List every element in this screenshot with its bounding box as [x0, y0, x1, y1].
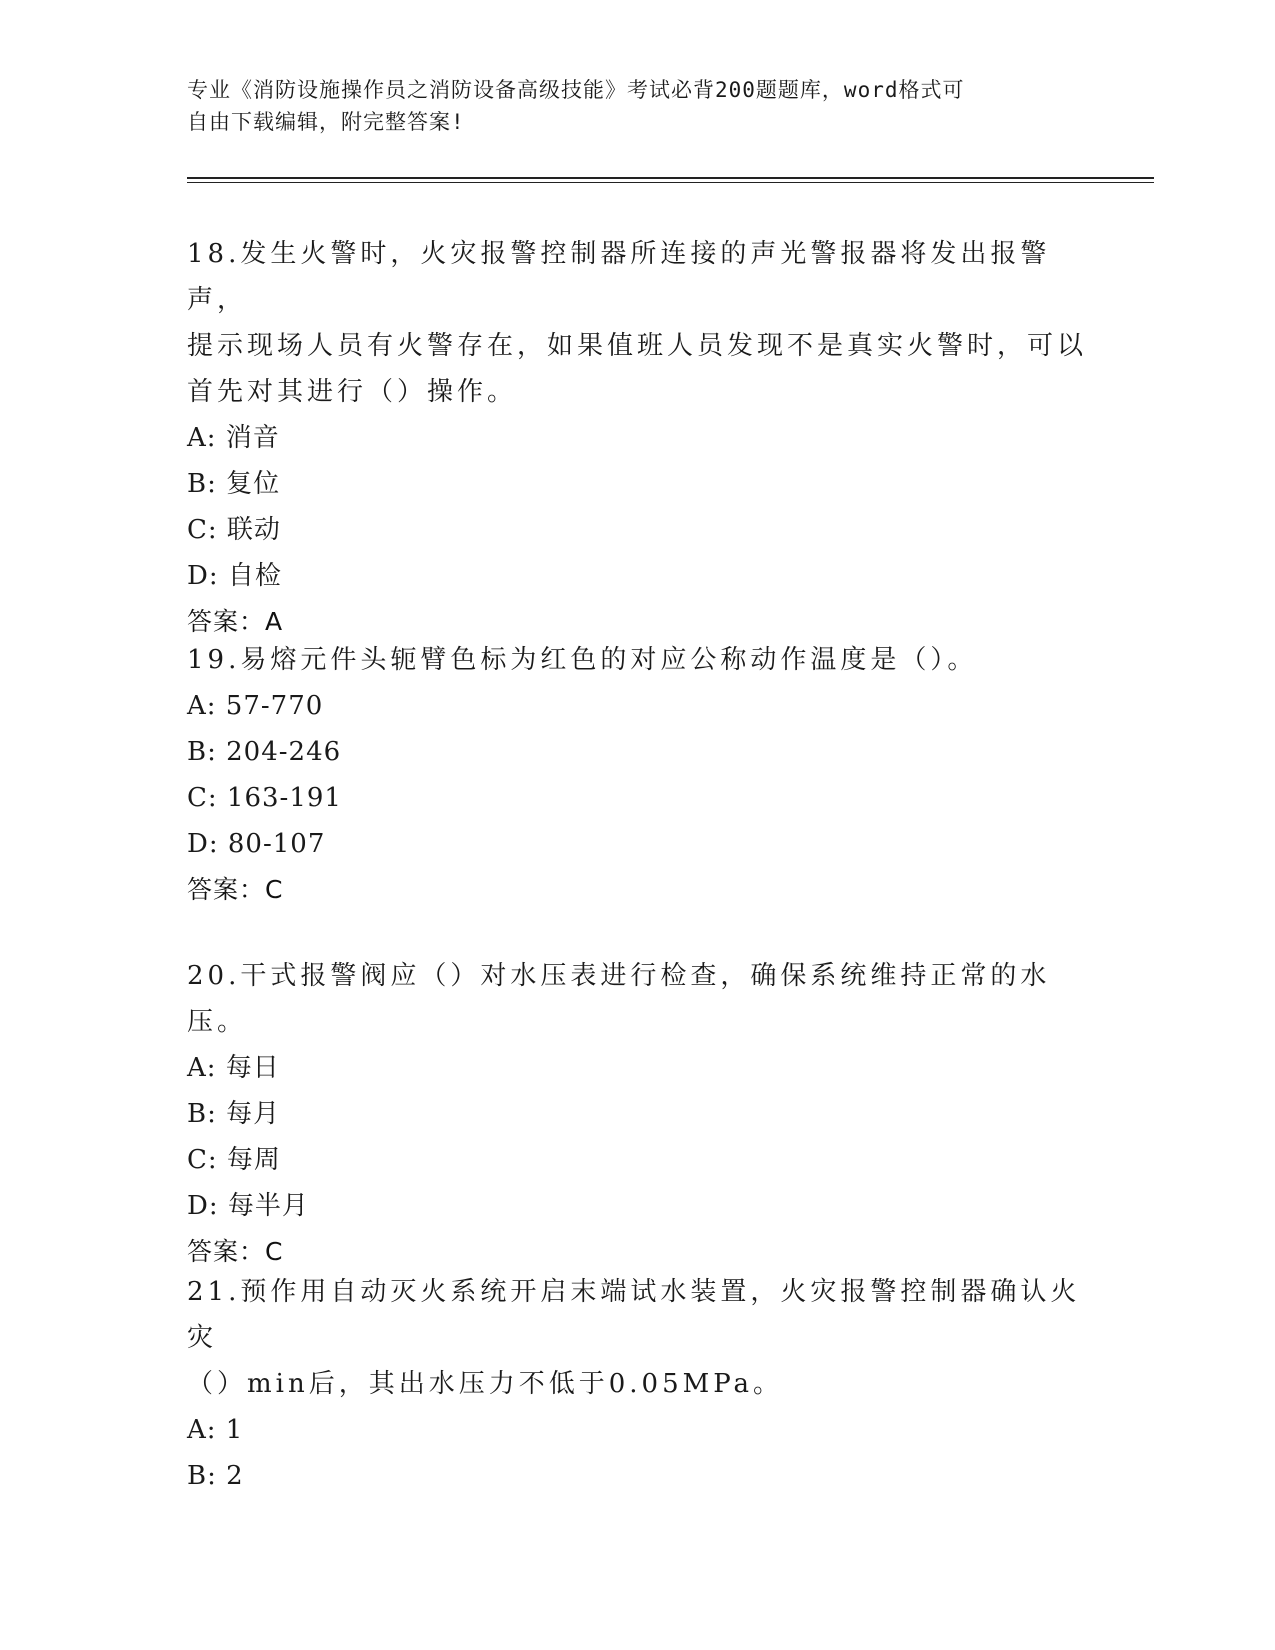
option-b: B: 每月	[187, 1099, 281, 1129]
question-stem	[187, 637, 1087, 683]
stem-line: 21.预作用自动灭火系统开启末端试水装置，火灾报警控制器确认火灾	[187, 1277, 1081, 1353]
stem-line: 19.易熔元件头轭臂色标为红色的对应公称动作温度是（）。	[187, 645, 978, 675]
option-a: A: 每日	[187, 1053, 280, 1083]
option-d: D: 自检	[187, 561, 282, 591]
question-21	[187, 1269, 1087, 1499]
option-a: A: 57-770	[187, 691, 324, 721]
document-header	[187, 74, 1067, 138]
answer-line: 答案：A	[187, 607, 284, 636]
question-20	[187, 953, 1087, 1275]
option-b: B: 复位	[187, 469, 281, 499]
header-divider-thin	[187, 182, 1154, 183]
stem-line: 提示现场人员有火警存在，如果值班人员发现不是真实火警时，可以	[187, 331, 1088, 361]
option-c: C: 163-191	[187, 783, 342, 813]
stem-line: 18.发生火警时，火灾报警控制器所连接的声光警报器将发出报警声，	[187, 239, 1051, 315]
answer-line: 答案：C	[187, 875, 284, 904]
option-d: D: 每半月	[187, 1191, 309, 1221]
header-line-2: 自由下载编辑，附完整答案!	[187, 110, 465, 134]
option-b: B: 204-246	[187, 737, 342, 767]
header-line-1: 专业《消防设施操作员之消防设备高级技能》考试必背200题题库，word格式可	[187, 78, 965, 102]
option-c: C: 联动	[187, 515, 281, 545]
answer-line: 答案：C	[187, 1237, 284, 1266]
option-d: D: 80-107	[187, 829, 326, 859]
stem-line: 20.干式报警阀应（）对水压表进行检查，确保系统维持正常的水压。	[187, 961, 1051, 1037]
option-b: B: 2	[187, 1461, 244, 1491]
question-19	[187, 637, 1087, 913]
stem-line: （）min后，其出水压力不低于0.05MPa。	[187, 1369, 784, 1399]
question-stem	[187, 231, 1087, 415]
option-a: A: 消音	[187, 423, 280, 453]
option-c: C: 每周	[187, 1145, 281, 1175]
question-18	[187, 231, 1087, 645]
header-divider-thick	[187, 177, 1154, 179]
question-stem	[187, 953, 1087, 1045]
stem-line: 首先对其进行（）操作。	[187, 377, 518, 407]
question-stem	[187, 1269, 1087, 1407]
option-a: A: 1	[187, 1415, 244, 1445]
